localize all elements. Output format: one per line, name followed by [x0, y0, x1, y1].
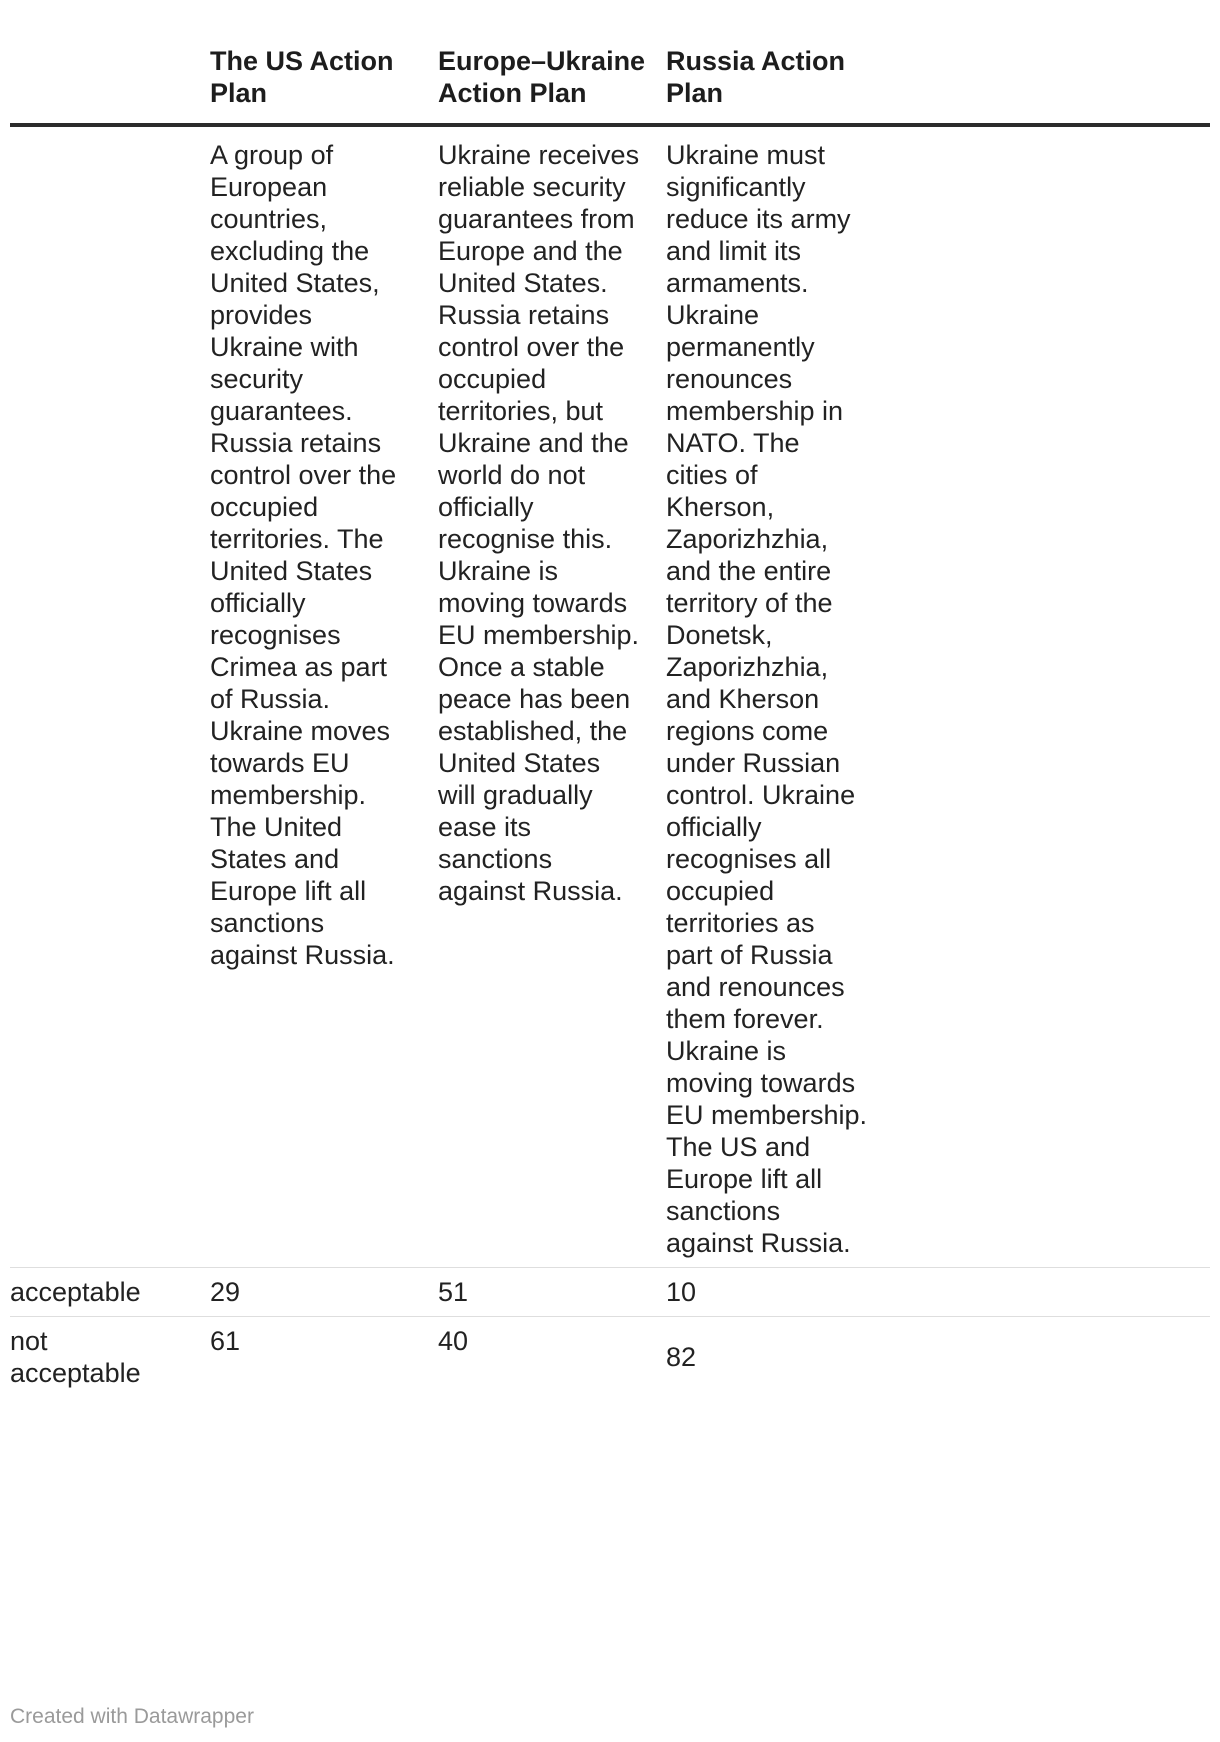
table-header-row	[10, 40, 1210, 125]
cell-spacer	[894, 1317, 1210, 1398]
header-label-column	[10, 40, 210, 125]
cell-russia-value: 82	[666, 1342, 697, 1372]
cell-europe-ukraine-description: Ukraine receives reliable security guarantees from Europe and the United States. Russia retains control over the occupied territories, but Ukraine and the world do not officially recognise this. Ukraine is moving towards EU membership. Once a stable peace has been established, the United States will gradually ease its sanctions against Russia.	[438, 140, 640, 906]
row-label	[10, 125, 210, 1268]
table-row-description	[10, 125, 1210, 1268]
table-row-not-acceptable	[10, 1317, 1210, 1398]
cell-europe-ukraine-value: 40	[438, 1326, 469, 1356]
cell-russia-description: Ukraine must significantly reduce its army and limit its armaments. Ukraine permanently renounces membership in NATO. The cities of Kherson, Zaporizhzhia, and the entire territory of the Donetsk, Zaporizhzhia, and Kherson regions come under Russian control. Ukraine officially recognises all occupied territories as part of Russia and renounces them forever. Ukraine is moving towards EU membership. The US and Europe lift all sanctions against Russia.	[666, 140, 868, 1258]
header-russia-action-plan: Russia Action Plan	[666, 46, 846, 108]
comparison-table	[10, 40, 1210, 1397]
cell-spacer	[894, 1268, 1210, 1317]
cell-us-value: 29	[210, 1277, 241, 1307]
table-row-acceptable	[10, 1268, 1210, 1317]
row-label: not acceptable	[10, 1326, 141, 1388]
cell-spacer	[894, 125, 1210, 1268]
header-europe-ukraine-action-plan: Europe–Ukraine Action Plan	[438, 46, 646, 108]
datawrapper-credit: Created with Datawrapper	[10, 1705, 254, 1728]
cell-europe-ukraine-value: 51	[438, 1277, 469, 1307]
header-us-action-plan: The US Action Plan	[210, 46, 394, 108]
row-label: acceptable	[10, 1277, 141, 1307]
cell-russia-value: 10	[666, 1277, 697, 1307]
cell-us-description: A group of European countries, excluding the United States, provides Ukraine with security guarantees. Russia retains control over the occupied territories. The United States officially recognises Crimea as part of Russia. Ukraine moves towards EU membership. The United States and Europe lift all sanctions against Russia.	[210, 140, 397, 970]
cell-us-value: 61	[210, 1326, 241, 1356]
header-spacer	[894, 40, 1210, 125]
